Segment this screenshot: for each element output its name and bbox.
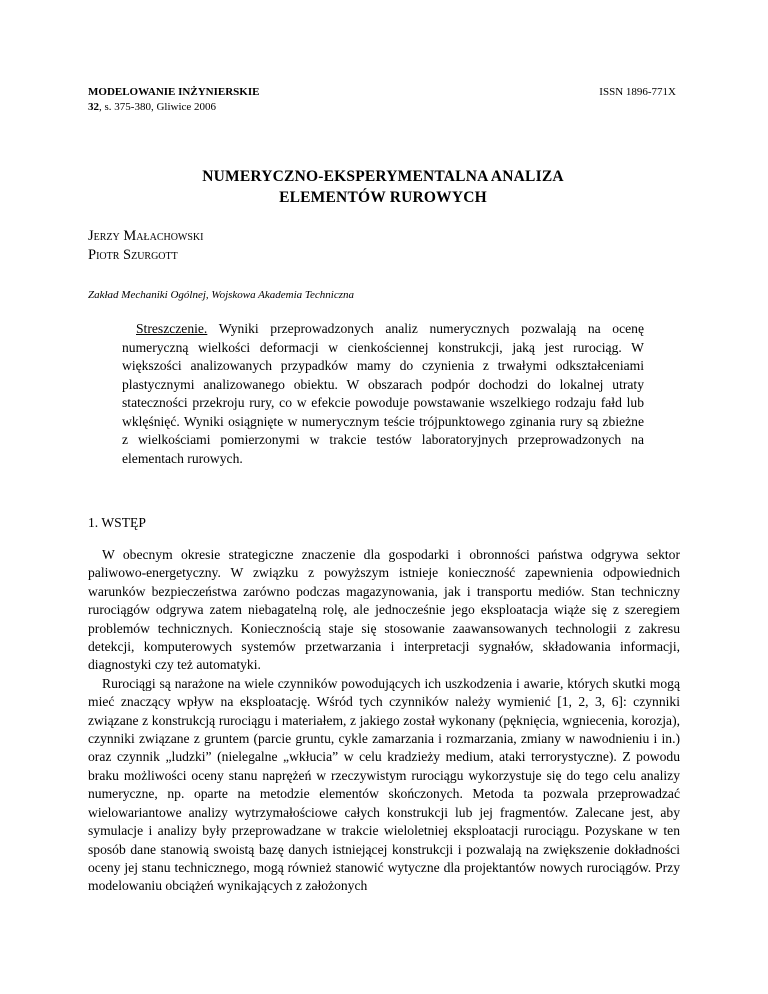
abstract-label: Streszczenie. <box>136 321 208 336</box>
journal-header <box>88 85 259 115</box>
issn: ISSN 1896-771X <box>599 86 676 98</box>
section-heading: 1. WSTĘP <box>88 515 146 530</box>
journal-volume: 32 <box>88 101 99 113</box>
journal-name: MODELOWANIE INŻYNIERSKIE <box>88 86 260 98</box>
paragraph: Rurociągi są narażone na wiele czynników powodujących ich uszkodzenia i awarie, których skutki mogą mieć znaczący wpływ na eksploatację. Wśród tych czynników należy wymienić [1, 2, 3, 6]: czynniki związane z konstrukcją rurociągu i materiałem, z jakiego został wykonany (pęknięcia, wgniecenia, korozja), czynniki związane z gruntem (parcie gruntu, cykle zamarzania i rozmarzania, zmiany w nawodnieniu i in.) oraz czynnik „ludzki” (nielegalne „wkłucia” w celu kradzieży medium, ataki terrorystyczne). Z powodu braku możliwości oceny stanu naprężeń w rzeczywistym rurociągu wykorzystuje się do tego celu analizy numeryczne, np. oparte na metodzie elementów skończonych. Metoda ta pozwala przeprowadzać wielowariantowe analizy wytrzymałościowe całych konstrukcji lub jej fragmentów. Zalecane jest, aby symulacje i analizy były przeprowadzane w trakcie wieloletniej eksploatacji rurociągu. Pozyskane w ten sposób dane stanowią swoistą bazę danych istniejącej konstrukcji i pozwalają na zwiększenie dokładności oceny jej stanu technicznego, mogą również stanowić wytyczne dla projektantów nowych rurociągów. Przy modelowaniu obciążeń wynikających z założonych <box>88 675 680 894</box>
author-name: Piotr Szurgott <box>88 247 178 263</box>
abstract-text: Wyniki przeprowadzonych analiz numerycznych pozwalają na ocenę numeryczną wielkości deformacji w cienkościennej konstrukcji, jaką jest rurociąg. W większości analizowanych przypadków mamy do czynienia z trwałymi odkształceniami plastycznymi analizowanego obiektu. W obszarach podpór dochodzi do lokalnej utraty stateczności przekroju rury, co w efekcie powoduje powstawanie wszelkiego rodzaju fałd lub wklęśnięć. Wyniki osiągnięte w numerycznym teście trójpunktowego zginania rury są zbieżne z wielkościami pomierzonymi w trakcie testów laboratoryjnych przeprowadzonych na elementach rurowych. <box>122 321 644 466</box>
affiliation: Zakład Mechaniki Ogólnej, Wojskowa Akademia Techniczna <box>88 289 355 301</box>
journal-citation: , s. 375-380, Gliwice 2006 <box>99 101 217 113</box>
abstract <box>122 320 644 468</box>
author-list <box>88 227 204 265</box>
body-text <box>88 546 680 896</box>
paper-title <box>88 166 678 208</box>
paragraph: W obecnym okresie strategiczne znaczenie dla gospodarki i obronności państwa odgrywa sektor paliwowo-energetyczny. W związku z powyższym istnieje konieczność zapewnienia odpowiednich warunków bezpieczeństwa zarówno podczas magazynowania, jak i transportu mediów. Stan techniczny rurociągów odgrywa zatem niebagatelną rolę, ale jednocześnie jego eksploatacja wiąże się z szeregiem problemów technicznych. Koniecznością staje się stosowanie zaawansowanych technologii z zakresu detekcji, komputerowych systemów przetwarzania i interpretacji sygnałów, składowania informacji, diagnostyki czy też automatyki. <box>88 547 680 673</box>
author-name: Jerzy Małachowski <box>88 228 204 244</box>
title-line-2: ELEMENTÓW RUROWYCH <box>279 189 487 206</box>
title-line-1: NUMERYCZNO-EKSPERYMENTALNA ANALIZA <box>202 168 564 185</box>
